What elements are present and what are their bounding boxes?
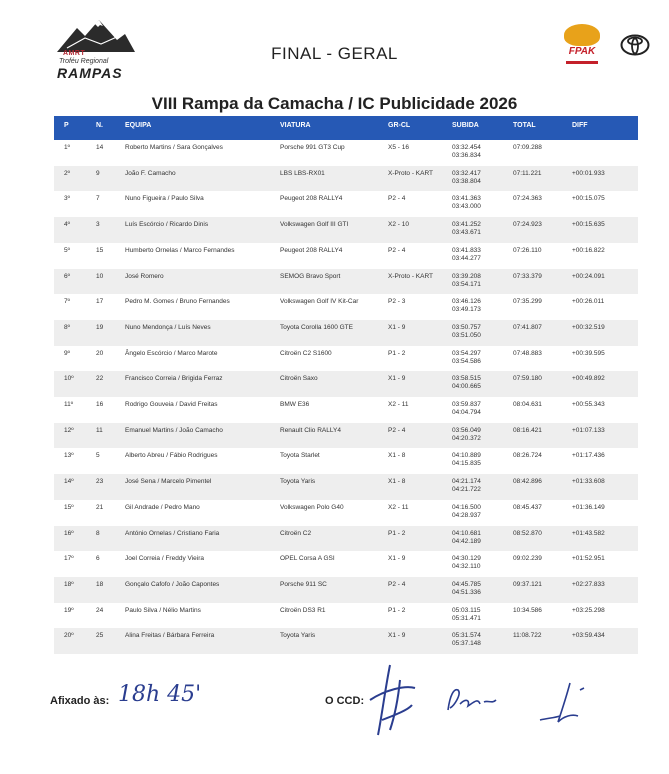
cell-diff: +00:32.519 — [572, 323, 605, 331]
cell-total: 07:24.923 — [513, 221, 542, 229]
cell-number: 14 — [96, 144, 104, 151]
cell-position: 20º — [64, 632, 74, 640]
cell-team: Nuno Mendonça / Luís Neves — [125, 323, 211, 331]
cell-climb-2: 03:54.171 — [452, 280, 481, 288]
cell-diff: +01:36.149 — [572, 503, 605, 511]
cell-climb-2: 04:32.110 — [452, 563, 481, 571]
cell-group-class: P2 - 4 — [388, 195, 406, 203]
cell-number: 11 — [96, 426, 103, 434]
col-header-diff: DIFF — [572, 122, 588, 129]
signature-3 — [530, 678, 600, 728]
cell-climb-1: 04:10.681 — [452, 529, 481, 537]
cell-climb-1: 03:32.417 — [452, 169, 481, 177]
cell-total: 07:48.883 — [513, 349, 542, 357]
cell-number: 9 — [96, 169, 100, 177]
posted-at-label: Afixado às: — [50, 695, 110, 707]
page-footer — [0, 660, 669, 774]
cell-diff: +00:26.011 — [572, 298, 605, 306]
fpak-logo-text: FPAK — [568, 46, 596, 57]
cell-team: Alberto Abreu / Fábio Rodrigues — [125, 452, 218, 460]
cell-group-class: X1 - 9 — [388, 632, 406, 640]
toyota-logo-icon — [620, 34, 650, 61]
cell-team: Alina Freitas / Bárbara Ferreira — [125, 632, 215, 640]
table-row — [54, 166, 638, 192]
cell-diff: +00:01.933 — [572, 169, 605, 177]
cell-car: Toyota Yaris — [280, 478, 316, 486]
cell-climb-2: 03:38.804 — [452, 177, 481, 185]
cell-group-class: X2 - 11 — [388, 401, 409, 408]
fpak-logo — [560, 24, 604, 72]
cell-group-class: P1 - 2 — [388, 529, 406, 537]
cell-position: 11º — [64, 401, 74, 408]
cell-total: 07:09.288 — [513, 144, 542, 151]
cell-total: 07:33.379 — [513, 272, 542, 280]
cell-climb-1: 03:50.757 — [452, 323, 481, 331]
cell-group-class: X5 - 16 — [388, 144, 409, 151]
cell-climb-2: 04:00.665 — [452, 383, 481, 391]
cell-team: Luís Escórcio / Ricardo Dinis — [125, 221, 209, 229]
cell-diff: +03:59.434 — [572, 632, 605, 640]
col-header-number: N. — [96, 122, 103, 129]
cell-group-class: X-Proto - KART — [388, 169, 434, 177]
cell-climb-2: 04:04.794 — [452, 409, 481, 416]
logo-amrt-text: AMRT — [63, 50, 86, 57]
cell-car: Toyota Corolla 1600 GTE — [280, 323, 353, 331]
cell-car: Toyota Starlet — [280, 452, 320, 460]
cell-car: Peugeot 208 RALLY4 — [280, 246, 343, 254]
cell-team: Pedro M. Gomes / Bruno Fernandes — [125, 298, 230, 306]
cell-position: 2º — [64, 169, 70, 177]
table-row — [54, 526, 638, 552]
cell-total: 07:11.221 — [513, 169, 542, 177]
cell-diff: +01:52.951 — [572, 555, 605, 563]
cell-diff: +00:49.892 — [572, 375, 605, 383]
cell-number: 15 — [96, 246, 104, 254]
cell-climb-2: 04:42.189 — [452, 537, 481, 545]
table-row — [54, 294, 638, 320]
cell-number: 16 — [96, 401, 104, 408]
cell-group-class: X-Proto - KART — [388, 272, 434, 280]
cell-car: OPEL Corsa A GSI — [280, 555, 335, 563]
cell-climb-1: 04:45.785 — [452, 580, 481, 588]
cell-diff: +02:27.833 — [572, 580, 605, 588]
cell-diff: +01:43.582 — [572, 529, 605, 537]
table-row — [54, 423, 638, 449]
cell-car: Renault Clio RALLY4 — [280, 426, 341, 434]
cell-climb-2: 05:37.148 — [452, 640, 481, 648]
signature-2 — [440, 680, 500, 720]
cell-position: 5º — [64, 246, 70, 254]
cell-position: 17º — [64, 555, 74, 563]
cell-climb-1: 04:21.174 — [452, 478, 481, 486]
cell-number: 10 — [96, 272, 104, 280]
cell-team: Nuno Figueira / Paulo Silva — [125, 195, 204, 203]
cell-number: 20 — [96, 349, 104, 357]
cell-climb-1: 03:58.515 — [452, 375, 481, 383]
cell-position: 18º — [64, 580, 74, 588]
cell-car: Peugeot 208 RALLY4 — [280, 195, 343, 203]
cell-climb-1: 05:31.574 — [452, 632, 481, 640]
document-title: FINAL - GERAL — [271, 44, 398, 63]
cell-group-class: X1 - 8 — [388, 478, 406, 486]
cell-position: 3º — [64, 195, 70, 203]
cell-climb-2: 03:44.277 — [452, 254, 481, 262]
table-row — [54, 551, 638, 577]
cell-team: Gonçalo Cafofo / João Capontes — [125, 580, 220, 588]
table-row — [54, 603, 638, 629]
table-row — [54, 628, 638, 654]
cell-group-class: X1 - 8 — [388, 452, 406, 460]
cell-number: 7 — [96, 195, 100, 203]
fpak-badge-icon — [564, 24, 600, 46]
cell-group-class: X1 - 9 — [388, 555, 406, 563]
cell-diff: +01:07.133 — [572, 426, 605, 434]
cell-climb-1: 03:41.252 — [452, 221, 481, 229]
cell-position: 7º — [64, 298, 70, 306]
cell-team: Gil Andrade / Pedro Mano — [125, 503, 200, 511]
cell-position: 10º — [64, 375, 74, 383]
cell-total: 08:42.896 — [513, 478, 542, 486]
col-header-climb: SUBIDA — [452, 122, 479, 129]
cell-diff: +00:15.635 — [572, 221, 605, 229]
table-row — [54, 500, 638, 526]
cell-number: 23 — [96, 478, 104, 486]
cell-team: Humberto Ornelas / Marco Fernandes — [125, 246, 235, 254]
cell-total: 08:26.724 — [513, 452, 542, 460]
fpak-underline — [566, 61, 598, 64]
ccd-label: O CCD: — [325, 695, 365, 707]
cell-team: José Sena / Marcelo Pimentel — [125, 478, 212, 486]
table-row — [54, 191, 638, 217]
cell-position: 1º — [64, 144, 70, 151]
table-row — [54, 269, 638, 295]
cell-climb-1: 03:41.833 — [452, 246, 481, 254]
cell-climb-1: 03:46.126 — [452, 298, 481, 306]
cell-car: Citroën DS3 R1 — [280, 606, 326, 614]
cell-position: 15º — [64, 503, 74, 511]
cell-car: Citroën Saxo — [280, 375, 318, 383]
cell-group-class: X1 - 9 — [388, 323, 406, 331]
cell-group-class: X2 - 10 — [388, 221, 409, 229]
cell-group-class: P1 - 2 — [388, 349, 406, 357]
cell-position: 19º — [64, 606, 74, 614]
table-row — [54, 217, 638, 243]
cell-position: 9º — [64, 349, 70, 357]
cell-number: 21 — [96, 503, 104, 511]
cell-total: 11:08.722 — [513, 632, 542, 640]
cell-team: Joel Correia / Freddy Vieira — [125, 555, 204, 563]
cell-car: Volkswagen Golf IV Kit-Car — [280, 298, 359, 306]
cell-number: 8 — [96, 529, 100, 537]
cell-climb-1: 03:59.837 — [452, 401, 481, 408]
cell-climb-2: 03:54.586 — [452, 357, 481, 365]
table-row — [54, 577, 638, 603]
logo-rampas-text: RAMPAS — [57, 65, 123, 81]
cell-number: 17 — [96, 298, 104, 306]
cell-car: BMW E36 — [280, 401, 310, 408]
cell-car: Volkswagen Golf III GTI — [280, 221, 349, 229]
cell-car: Porsche 911 SC — [280, 580, 327, 588]
cell-climb-2: 04:21.722 — [452, 486, 481, 494]
cell-climb-1: 03:32.454 — [452, 144, 481, 151]
cell-car: LBS LBS-RX01 — [280, 169, 325, 177]
cell-group-class: P2 - 4 — [388, 426, 406, 434]
cell-number: 19 — [96, 323, 104, 331]
cell-total: 08:16.421 — [513, 426, 542, 434]
col-header-group-class: GR-CL — [388, 122, 411, 129]
logo-trofeu-text: Troféu Regional — [59, 58, 109, 65]
posted-at-time: 18h 45' — [118, 682, 202, 707]
cell-car: Citroën C2 S1600 — [280, 349, 332, 357]
cell-climb-2: 03:43.671 — [452, 229, 481, 237]
cell-car: SEMOG Bravo Sport — [280, 272, 341, 280]
cell-team: Roberto Martins / Sara Gonçalves — [125, 144, 223, 151]
cell-team: João F. Camacho — [125, 169, 176, 177]
cell-total: 07:59.180 — [513, 375, 542, 383]
cell-climb-1: 03:41.363 — [452, 195, 481, 203]
col-header-position: P — [64, 122, 69, 129]
cell-team: António Ornelas / Cristiano Faria — [125, 529, 220, 537]
cell-climb-1: 03:54.297 — [452, 349, 481, 357]
cell-diff: +00:39.595 — [572, 349, 605, 357]
cell-diff: +01:17.436 — [572, 452, 605, 460]
cell-number: 6 — [96, 555, 100, 563]
cell-team: José Romero — [125, 272, 164, 280]
cell-total: 08:04.631 — [513, 401, 542, 408]
table-row — [54, 243, 638, 269]
cell-climb-1: 05:03.115 — [452, 606, 481, 614]
cell-climb-2: 04:15.835 — [452, 460, 481, 468]
cell-climb-2: 03:36.834 — [452, 152, 481, 159]
cell-position: 4º — [64, 221, 70, 229]
table-row — [54, 474, 638, 500]
cell-position: 6º — [64, 272, 70, 280]
cell-climb-2: 05:31.471 — [452, 614, 481, 622]
table-row — [54, 448, 638, 474]
cell-climb-2: 04:28.937 — [452, 511, 481, 519]
event-title: VIII Rampa da Camacha / IC Publicidade 2026 — [151, 94, 518, 113]
cell-total: 07:26.110 — [513, 246, 542, 254]
cell-total: 09:37.121 — [513, 580, 542, 588]
cell-car: Volkswagen Polo G40 — [280, 503, 344, 511]
cell-diff: +00:16.822 — [572, 246, 605, 254]
table-row — [54, 140, 638, 166]
cell-car: Citroën C2 — [280, 529, 312, 537]
cell-climb-2: 03:43.000 — [452, 203, 481, 211]
cell-total: 07:24.363 — [513, 195, 542, 203]
cell-team: Rodrigo Gouveia / David Freitas — [125, 401, 218, 408]
table-row — [54, 397, 638, 423]
signature-1 — [360, 660, 430, 740]
cell-number: 25 — [96, 632, 104, 640]
cell-climb-2: 03:49.173 — [452, 306, 481, 314]
cell-total: 08:45.437 — [513, 503, 542, 511]
cell-total: 10:34.586 — [513, 606, 542, 614]
table-row — [54, 320, 638, 346]
cell-total: 07:35.299 — [513, 298, 542, 306]
cell-team: Paulo Silva / Nélio Martins — [125, 606, 201, 614]
table-row — [54, 346, 638, 372]
cell-position: 14º — [64, 478, 74, 486]
cell-car: Porsche 991 GT3 Cup — [280, 144, 345, 151]
cell-group-class: X2 - 11 — [388, 503, 409, 511]
cell-diff: +03:25.298 — [572, 606, 605, 614]
cell-diff: +01:33.608 — [572, 478, 605, 486]
cell-position: 8º — [64, 323, 70, 331]
cell-climb-1: 04:16.500 — [452, 503, 481, 511]
cell-position: 12º — [64, 426, 74, 434]
cell-total: 08:52.870 — [513, 529, 542, 537]
cell-total: 07:41.807 — [513, 323, 542, 331]
cell-climb-1: 03:56.049 — [452, 426, 481, 434]
cell-number: 3 — [96, 221, 100, 229]
results-table-header — [54, 116, 638, 140]
cell-diff: +00:15.075 — [572, 195, 605, 203]
cell-position: 16º — [64, 529, 74, 537]
cell-diff: +00:24.091 — [572, 272, 605, 280]
cell-number: 22 — [96, 375, 104, 383]
cell-group-class: P1 - 2 — [388, 606, 406, 614]
page-header — [0, 0, 669, 90]
col-header-team: EQUIPA — [125, 122, 152, 129]
cell-team: Ângelo Escórcio / Marco Marote — [125, 349, 218, 357]
cell-number: 18 — [96, 580, 104, 588]
cell-total: 09:02.239 — [513, 555, 542, 563]
cell-group-class: X1 - 9 — [388, 375, 406, 383]
cell-group-class: P2 - 3 — [388, 298, 406, 306]
cell-number: 5 — [96, 452, 100, 460]
cell-climb-1: 04:30.129 — [452, 555, 481, 563]
cell-team: Emanuel Martins / João Camacho — [125, 426, 223, 434]
cell-position: 13º — [64, 452, 74, 460]
cell-number: 24 — [96, 606, 104, 614]
cell-climb-1: 03:39.208 — [452, 272, 481, 280]
cell-climb-2: 04:20.372 — [452, 434, 481, 442]
cell-climb-2: 03:51.050 — [452, 331, 481, 339]
table-row — [54, 371, 638, 397]
cell-diff: +00:55.343 — [572, 401, 605, 408]
col-header-total: TOTAL — [513, 122, 536, 129]
cell-team: Francisco Correia / Brigida Ferraz — [125, 375, 223, 383]
cell-climb-1: 04:10.889 — [452, 452, 481, 460]
cell-car: Toyota Yaris — [280, 632, 316, 640]
cell-group-class: P2 - 4 — [388, 246, 406, 254]
col-header-car: VIATURA — [280, 122, 311, 129]
cell-climb-2: 04:51.336 — [452, 588, 481, 596]
cell-group-class: P2 - 4 — [388, 580, 406, 588]
